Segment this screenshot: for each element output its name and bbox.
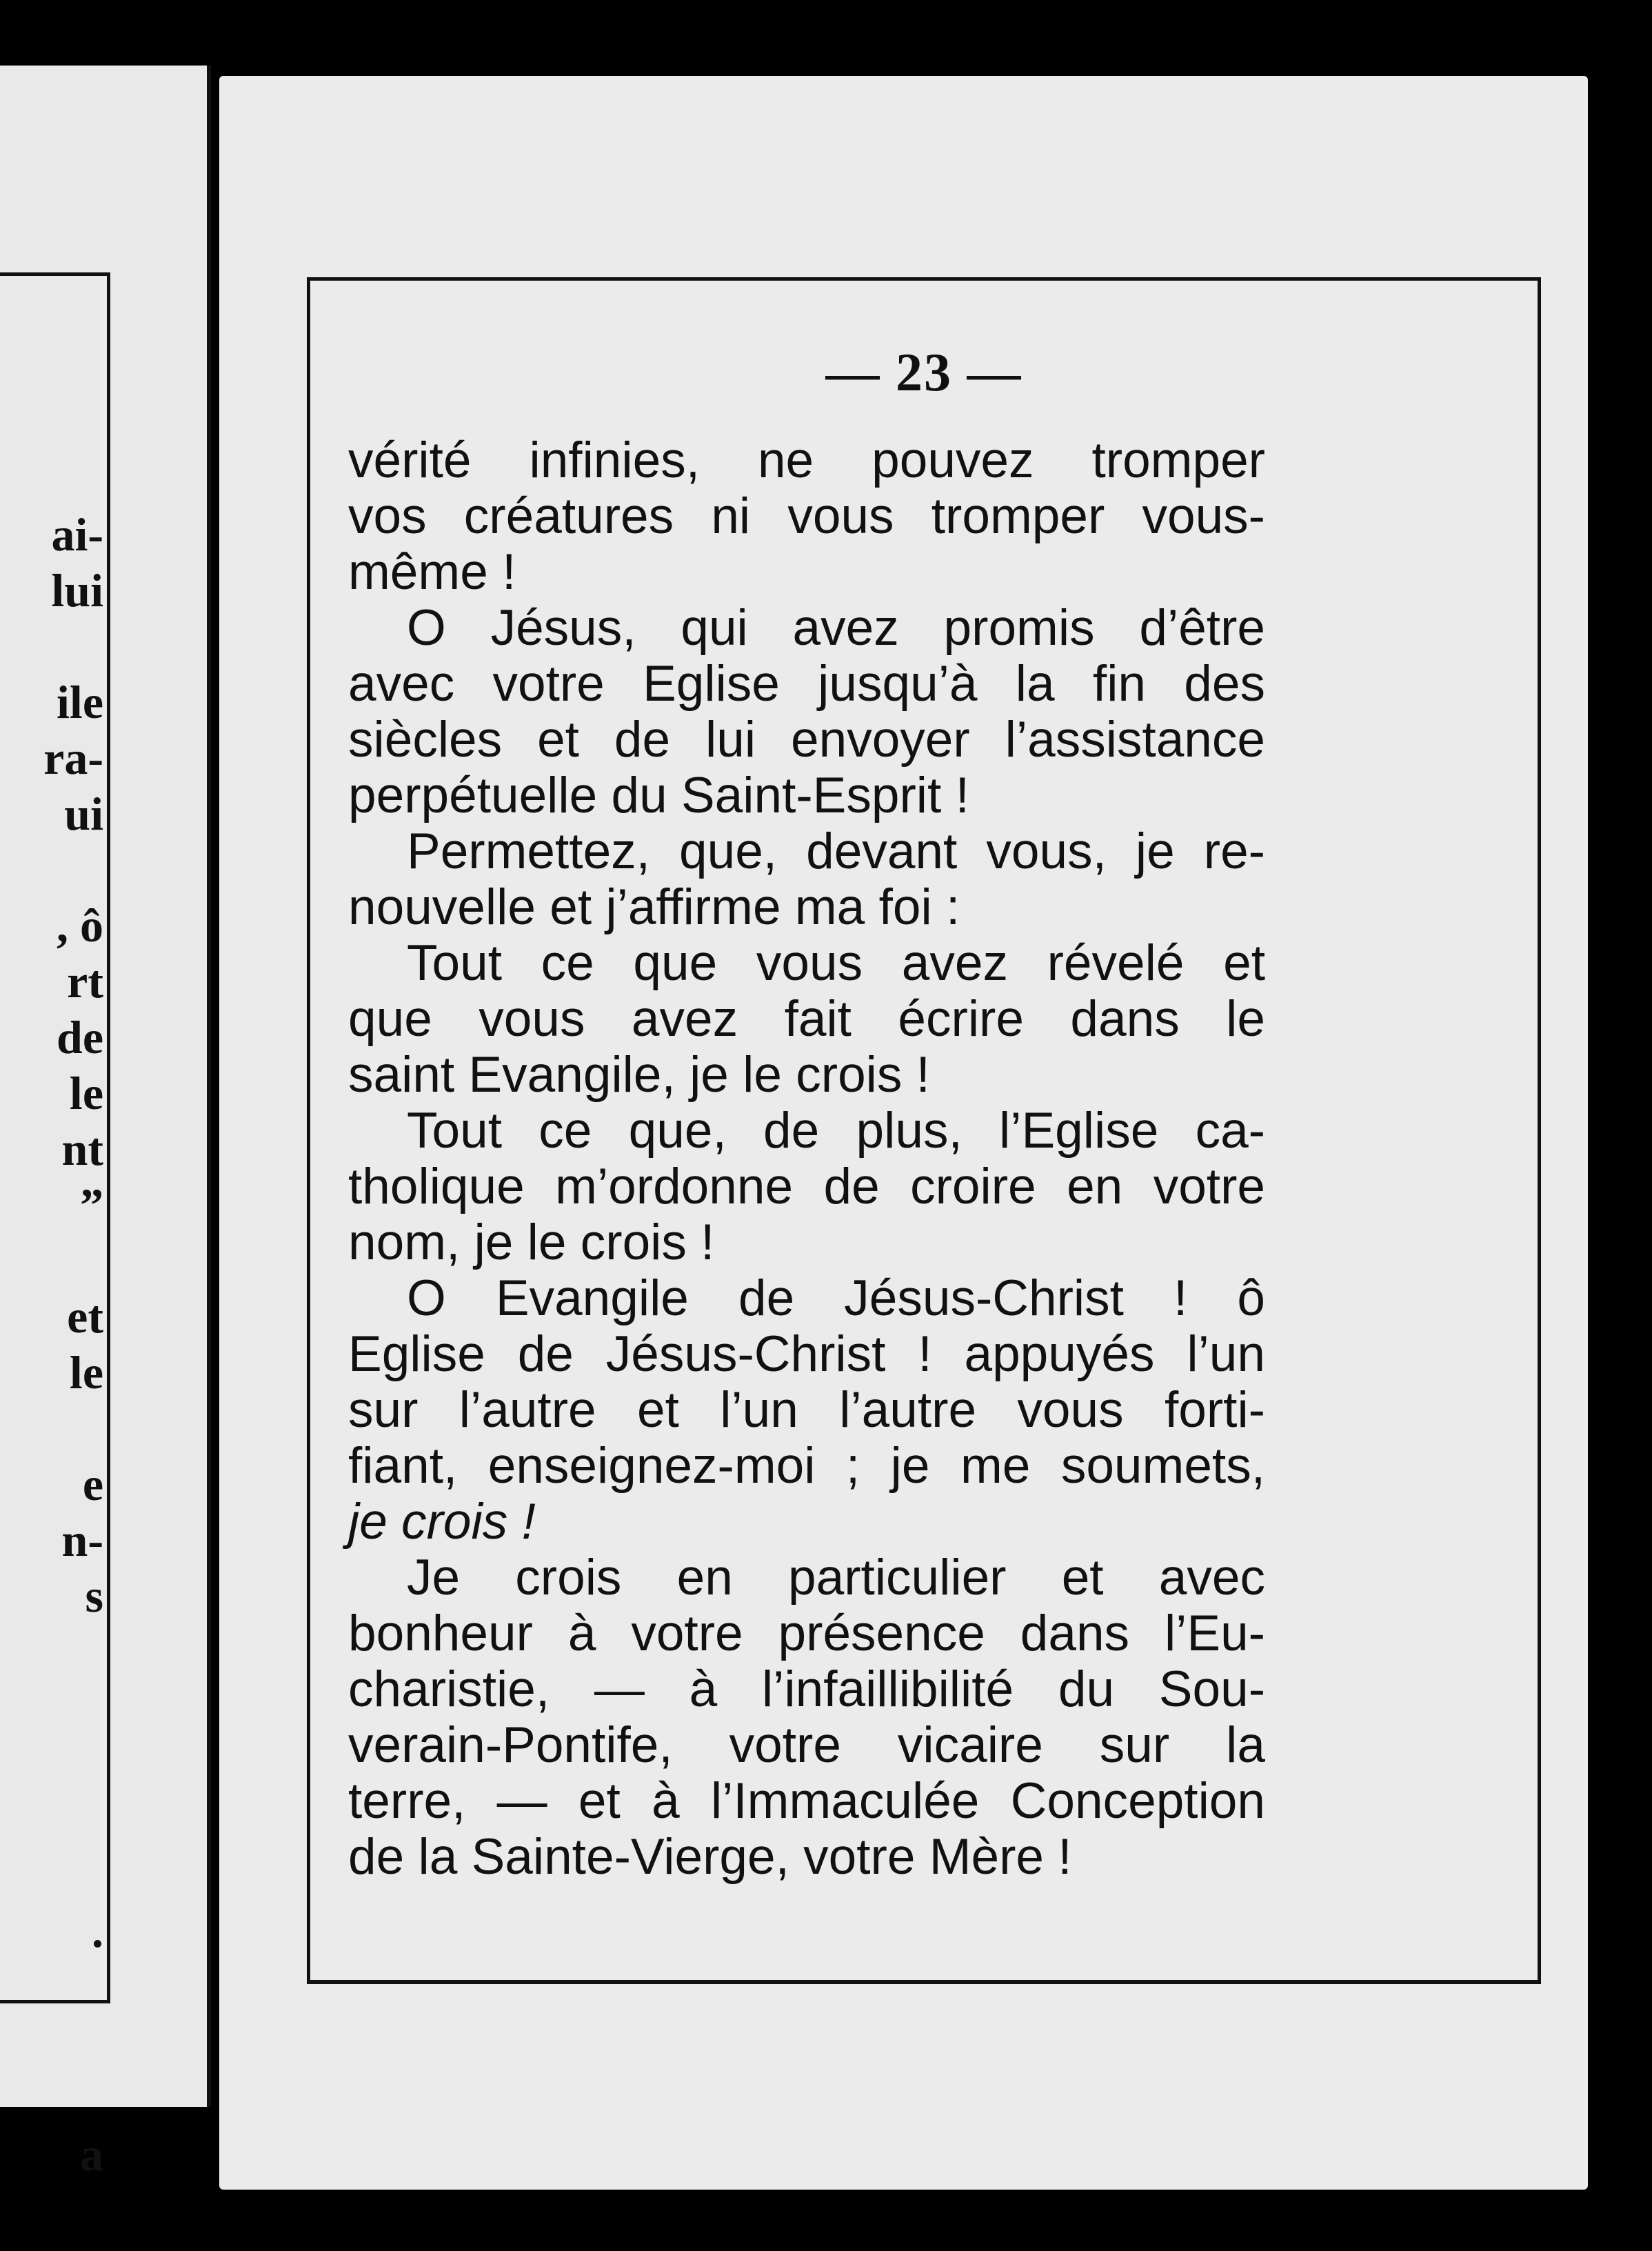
previous-page-fragment: . <box>92 1905 103 1957</box>
previous-page-fragment: et <box>67 1290 103 1343</box>
text-line: saint Evangile, je le crois ! <box>348 1047 930 1103</box>
text-line: Permettez, que, devant vous, je re- <box>407 823 1265 879</box>
previous-page-edge <box>0 66 211 2181</box>
text-line: Je crois en particulier et avec <box>407 1550 1265 1605</box>
page-body <box>348 432 1265 1885</box>
text-line: tholique m’ordonne de croire en votre <box>348 1159 1265 1214</box>
text-line: même ! <box>348 544 516 600</box>
previous-page-fragment <box>0 842 200 898</box>
previous-page-fragment: de <box>57 1011 103 1063</box>
text-line: Tout ce que vous avez révelé et <box>407 935 1265 991</box>
previous-page-text-fragments <box>0 507 200 2183</box>
text-line: vérité infinies, ne pouvez tromper <box>348 432 1265 488</box>
text-line: sur l’autre et l’un l’autre vous forti- <box>348 1382 1265 1438</box>
previous-page-fragment: le <box>69 1067 103 1119</box>
text-line: fiant, enseignez-moi ; je me soumets, <box>348 1438 1265 1494</box>
previous-page-fragment <box>0 2015 200 2071</box>
text-line: siècles et de lui envoyer l’assistance <box>348 712 1265 768</box>
previous-page-fragment: rt <box>67 955 103 1008</box>
page-frame <box>307 277 1541 1984</box>
previous-page-fragment: e <box>82 1458 103 1510</box>
previous-page-fragment: n- <box>61 1514 103 1566</box>
text-line: vos créatures ni vous tromper vous- <box>348 488 1265 544</box>
text-line: je crois ! <box>348 1494 536 1550</box>
text-line: nom, je le crois ! <box>348 1214 715 1270</box>
previous-page-fragment <box>0 1233 200 1289</box>
text-line: verain-Pontife, votre vicaire sur la <box>348 1717 1265 1773</box>
previous-page-fragment <box>0 2071 200 2127</box>
page-number: — 23 — <box>825 342 1023 402</box>
text-line: perpétuelle du Saint-Esprit ! <box>348 768 969 823</box>
previous-page-fragment <box>0 1680 200 1736</box>
previous-page-fragment <box>0 1736 200 1792</box>
text-line: charistie, — à l’infaillibilité du Sou- <box>348 1661 1265 1717</box>
previous-page-fragment: lui <box>51 564 103 617</box>
previous-page-fragment: ra- <box>43 732 103 784</box>
text-line: avec votre Eglise jusqu’à la fin des <box>348 656 1265 712</box>
previous-page-fragment: ui <box>64 788 103 840</box>
previous-page-fragment: le <box>69 1346 103 1399</box>
previous-page-fragment <box>0 1959 200 2015</box>
text-line: O Evangile de Jésus-Christ ! ô <box>407 1270 1265 1326</box>
previous-page-fragment <box>0 1401 200 1457</box>
page <box>219 76 1588 2190</box>
previous-page-fragment <box>0 1624 200 1680</box>
text-line: que vous avez fait écrire dans le <box>348 991 1265 1047</box>
previous-page-fragment: ai- <box>51 508 103 561</box>
text-line: bonheur à votre présence dans l’Eu- <box>348 1605 1265 1661</box>
text-line: nouvelle et j’affirme ma foi : <box>348 879 960 935</box>
previous-page-fragment <box>0 1792 200 1848</box>
text-line: terre, — et à l’Immaculée Conception <box>348 1773 1265 1829</box>
text-line: de la Sainte-Vierge, votre Mère ! <box>348 1829 1072 1885</box>
text-line: O Jésus, qui avez promis d’être <box>407 600 1265 656</box>
previous-page-fragment <box>0 1848 200 1903</box>
previous-page-fragment: s <box>85 1570 103 1622</box>
previous-page-fragment: ile <box>57 676 103 728</box>
text-line: Tout ce que, de plus, l’Eglise ca- <box>407 1103 1265 1159</box>
text-line: Eglise de Jésus-Christ ! appuyés l’un <box>348 1326 1265 1382</box>
previous-page-fragment: ” <box>80 1179 103 1231</box>
previous-page-fragment <box>0 619 200 674</box>
previous-page-fragment: nt <box>61 1123 103 1175</box>
previous-page-fragment: a <box>80 2128 103 2181</box>
previous-page-fragment: , ô <box>57 899 103 952</box>
